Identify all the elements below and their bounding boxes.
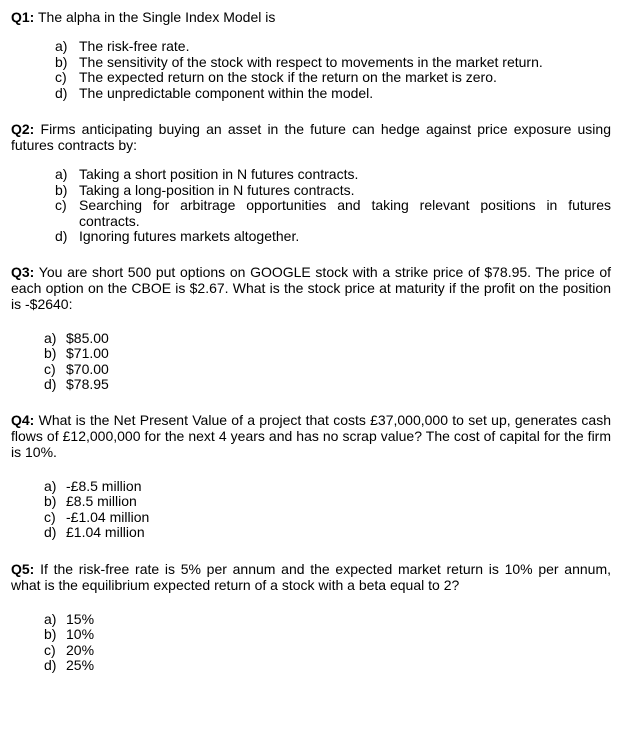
option-letter: b) (55, 181, 68, 198)
option-letter: c) (55, 69, 67, 85)
question-1 (11, 9, 611, 101)
question-2-text (11, 121, 611, 153)
option-text: The expected return on the stock if the return on the market is zero. (79, 69, 497, 85)
question-1-options (11, 39, 611, 101)
option-b (11, 346, 611, 362)
question-4-text (11, 412, 611, 460)
question-2-options (11, 167, 611, 245)
question-number: Q4: (11, 411, 35, 428)
option-text: The unpredictable component within the model. (79, 84, 374, 101)
option-letter: b) (44, 493, 57, 509)
question-2 (11, 121, 611, 245)
option-text: $71.00 (66, 345, 109, 361)
option-letter: d) (44, 657, 57, 673)
option-letter: a) (44, 610, 57, 627)
option-text: -£8.5 million (66, 477, 142, 494)
question-5-options (11, 612, 611, 674)
option-text: Searching for arbitrage opportunities and taking relevant positions in futures contracts. (79, 197, 611, 229)
option-text: 20% (66, 641, 95, 658)
option-text: 15% (66, 610, 95, 627)
question-prompt: What is the Net Present Value of a project that costs £37,000,000 to set up, generates cash flows of £12,000,000 for the next 4 years and has no scrap value? The cost of capital for the firm is 10%. (11, 411, 612, 460)
question-number: Q3: (11, 263, 35, 280)
option-letter: a) (44, 477, 57, 494)
option-letter: d) (55, 228, 68, 244)
option-letter: d) (44, 376, 57, 392)
question-number: Q2: (11, 121, 35, 137)
option-text: $85.00 (66, 329, 109, 346)
question-5 (11, 561, 611, 674)
option-text: £1.04 million (66, 524, 145, 540)
question-prompt: You are short 500 put options on GOOGLE stock with a strike price of $78.95. The price of each option on the CBOE is $2.67. What is the stock price at maturity if the profit on the position is -$2640: (11, 263, 611, 312)
question-4-options (11, 479, 611, 541)
option-c (11, 70, 611, 86)
question-number: Q5: (11, 560, 35, 577)
option-text: £8.5 million (66, 493, 137, 509)
option-text: $78.95 (66, 376, 109, 392)
option-letter: c) (55, 197, 67, 213)
option-text: $70.00 (66, 360, 109, 377)
option-text: 10% (66, 626, 95, 642)
option-letter: c) (44, 360, 56, 377)
option-a (11, 167, 611, 183)
option-letter: b) (44, 626, 57, 642)
option-d (11, 525, 611, 541)
option-b (11, 55, 611, 71)
option-d (11, 86, 611, 102)
option-text: Taking a long-position in N futures contracts. (79, 181, 355, 198)
option-c (11, 643, 611, 659)
option-d (11, 377, 611, 393)
option-letter: d) (44, 524, 57, 540)
question-3-text (11, 264, 611, 312)
option-d (11, 229, 611, 245)
option-a (11, 39, 611, 55)
option-b (11, 183, 611, 199)
question-3 (11, 264, 611, 393)
option-a (11, 479, 611, 495)
option-letter: c) (44, 641, 56, 658)
option-letter: a) (55, 166, 68, 182)
option-text: Ignoring futures markets altogether. (79, 228, 300, 244)
option-c (11, 510, 611, 526)
option-c (11, 362, 611, 378)
option-b (11, 494, 611, 510)
option-letter: d) (55, 84, 68, 101)
question-prompt: If the risk-free rate is 5% per annum and the expected market return is 10% per annum, what is the equilibrium expected return of a stock with a beta equal to 2? (11, 560, 612, 593)
option-d (11, 658, 611, 674)
option-b (11, 627, 611, 643)
question-1-text (11, 9, 611, 25)
question-prompt: Firms anticipating buying an asset in the future can hedge against price exposure using futures contracts by: (11, 121, 611, 153)
option-a (11, 612, 611, 628)
option-letter: b) (44, 345, 57, 361)
option-text: The risk-free rate. (79, 38, 190, 54)
option-c (11, 198, 611, 229)
question-4 (11, 412, 611, 541)
option-text: 25% (66, 657, 95, 673)
option-letter: a) (55, 38, 68, 54)
option-text: Taking a short position in N futures contracts. (79, 166, 359, 182)
question-5-text (11, 561, 611, 593)
option-letter: c) (44, 508, 56, 525)
option-letter: b) (55, 53, 68, 70)
option-text: -£1.04 million (66, 508, 150, 525)
option-text: The sensitivity of the stock with respect to movements in the market return. (79, 53, 543, 70)
option-letter: a) (44, 329, 57, 346)
question-number: Q1: (11, 9, 35, 25)
option-a (11, 331, 611, 347)
question-3-options (11, 331, 611, 393)
question-prompt: The alpha in the Single Index Model is (37, 9, 276, 25)
